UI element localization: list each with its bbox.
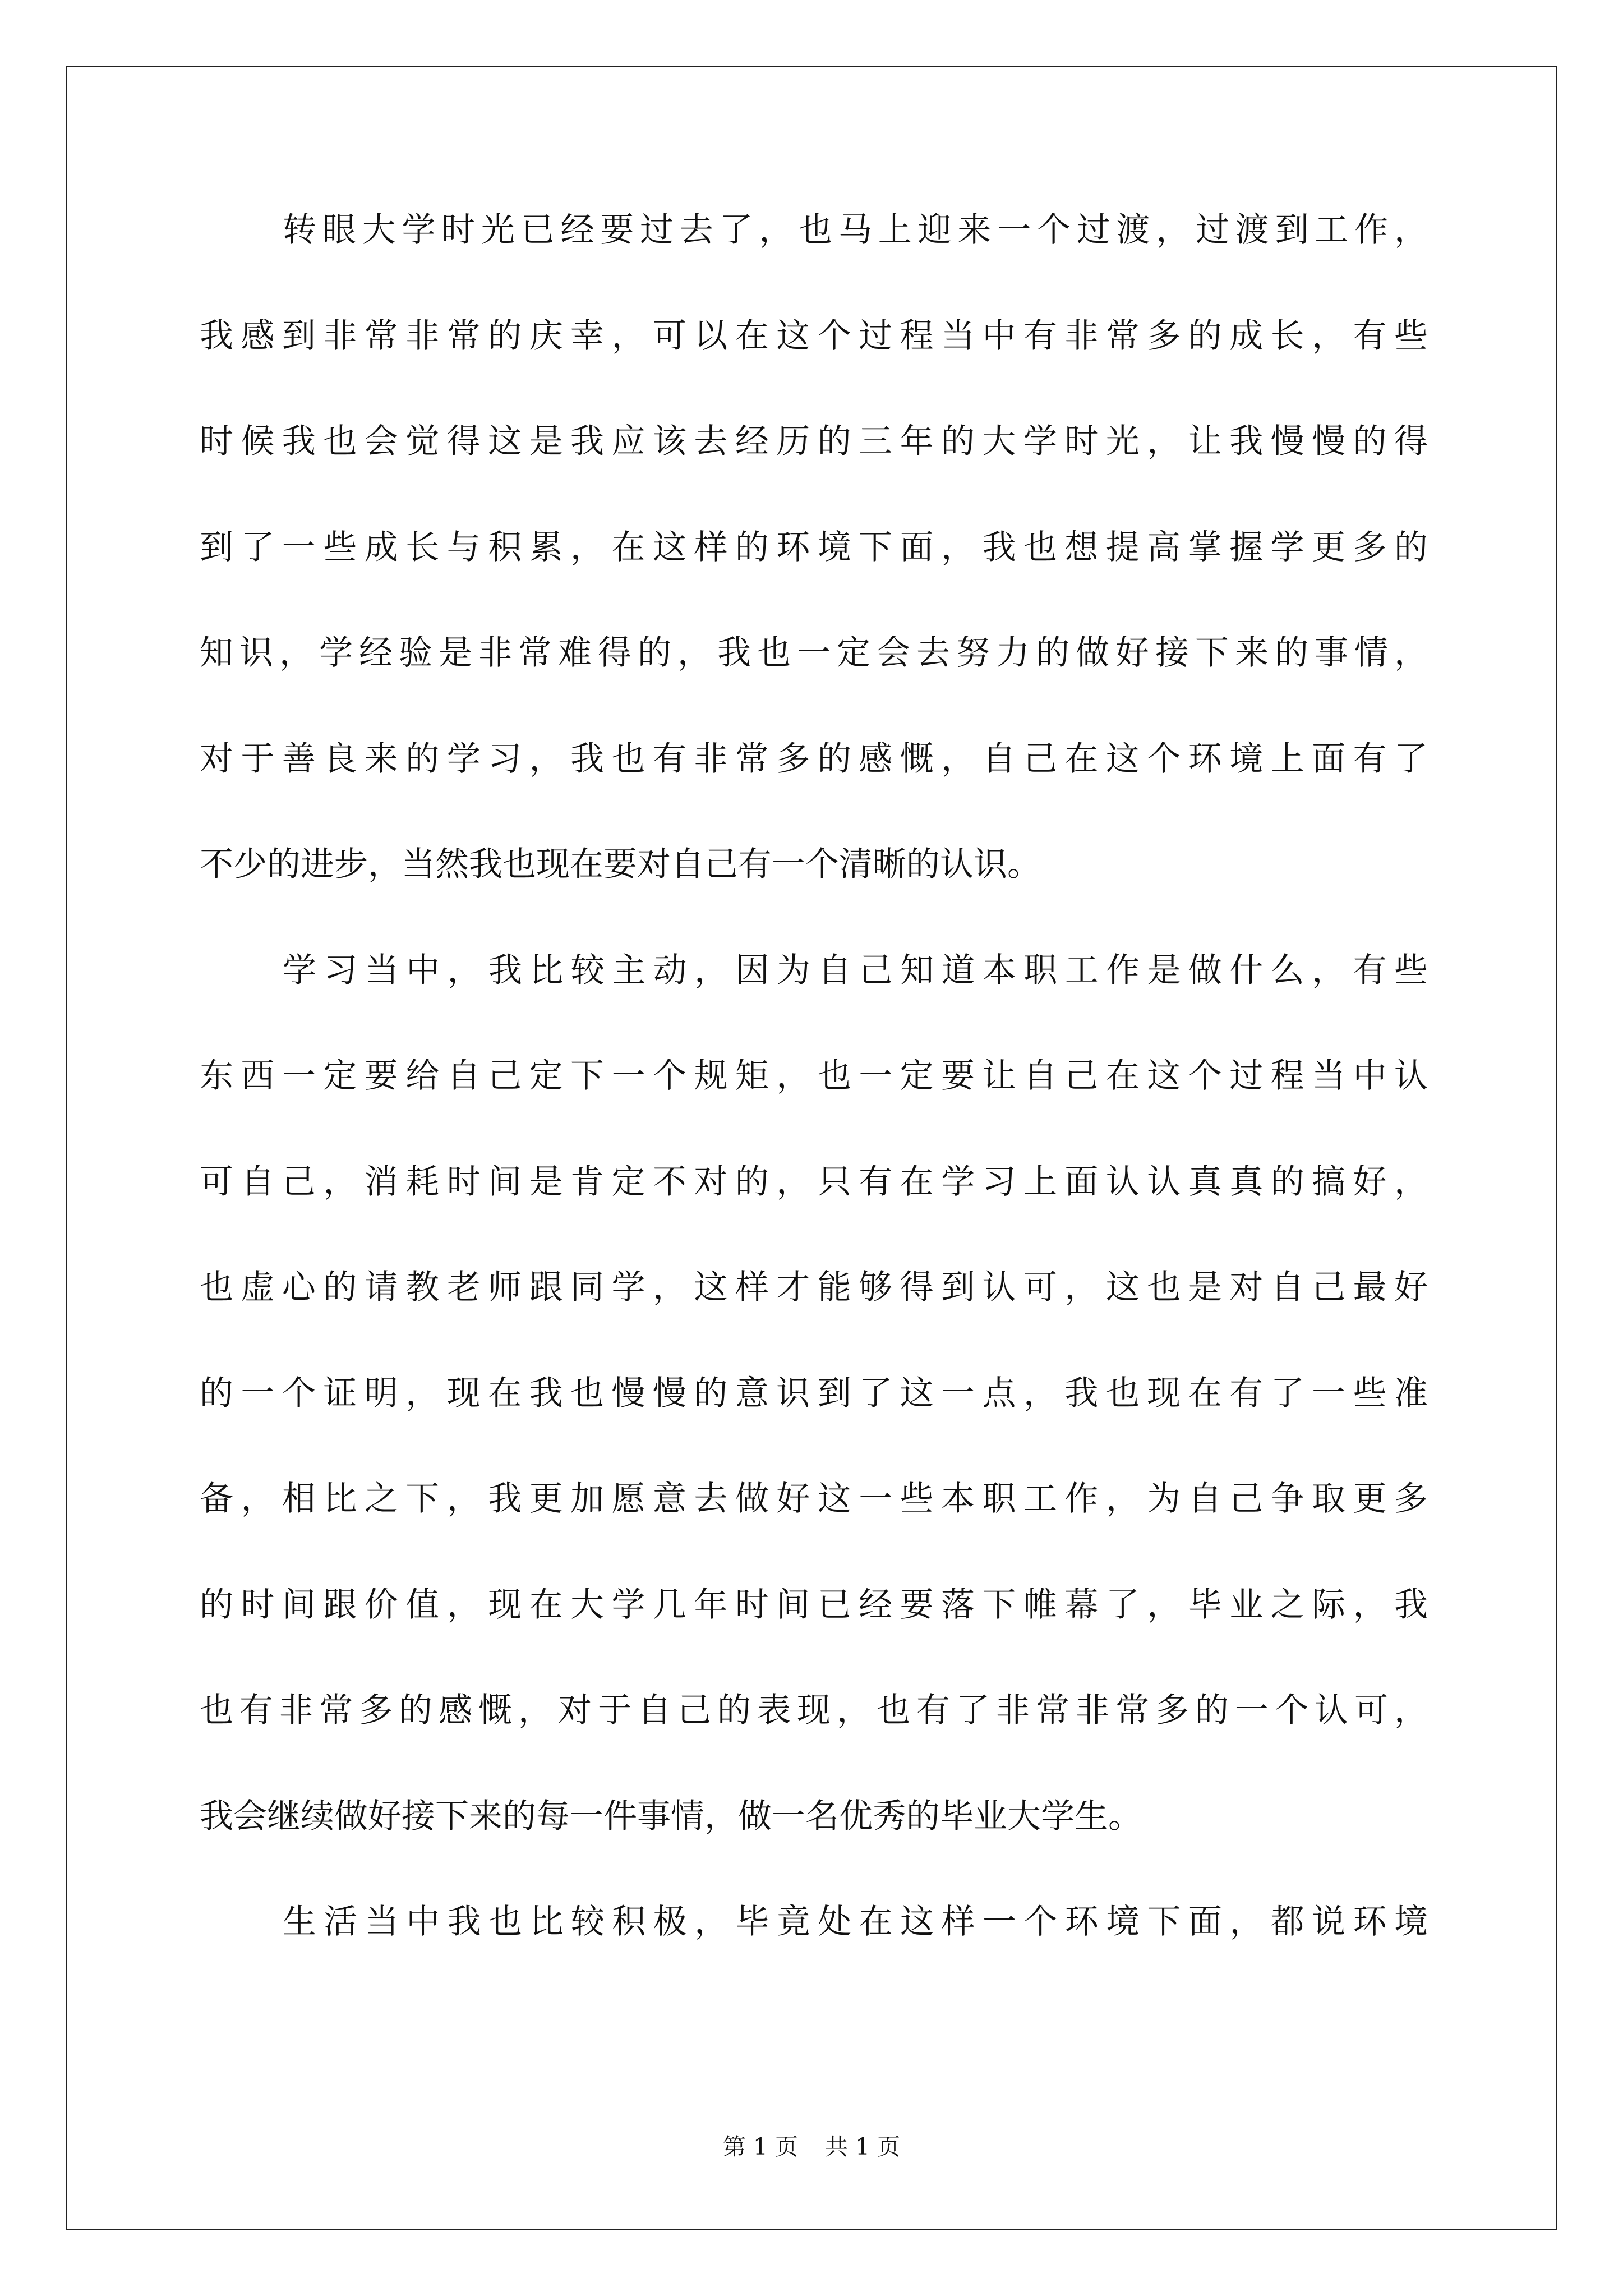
text-line: 时候我也会觉得这是我应该去经历的三年的大学时光，让我慢慢的得 [200, 422, 1428, 461]
text-line: 学习当中，我比较主动，因为自己知道本职工作是做什么，有些 [283, 950, 1428, 990]
text-line: 到了一些成长与积累，在这样的环境下面，我也想提高掌握学更多的 [200, 527, 1428, 567]
text-line: 可自己，消耗时间是肯定不对的，只有在学习上面认认真真的搞好， [200, 1162, 1428, 1202]
text-line: 我感到非常非常的庆幸，可以在这个过程当中有非常多的成长，有些 [200, 316, 1428, 356]
text-line: 生活当中我也比较积极，毕竟处在这样一个环境下面，都说环境 [283, 1902, 1428, 1941]
text-line: 的时间跟价值，现在大学几年时间已经要落下帷幕了，毕业之际，我 [200, 1585, 1428, 1625]
text-line: 不少的进步，当然我也现在要对自己有一个清晰的认识。 [200, 845, 1041, 884]
text-line: 对于善良来的学习，我也有非常多的感慨，自己在这个环境上面有了 [200, 739, 1428, 779]
text-line: 也虚心的请教老师跟同学，这样才能够得到认可，这也是对自己最好 [200, 1268, 1428, 1307]
page-footer [0, 2133, 1623, 2161]
document-body [200, 210, 1428, 2011]
text-line: 我会继续做好接下来的每一件事情，做一名优秀的毕业大学生。 [200, 1796, 1142, 1836]
text-line: 备，相比之下，我更加愿意去做好这一些本职工作，为自己争取更多 [200, 1479, 1428, 1519]
text-line: 的一个证明，现在我也慢慢的意识到了这一点，我也现在有了一些准 [200, 1373, 1428, 1413]
total-pages: 共 1 页 [825, 2133, 901, 2160]
text-line: 知识，学经验是非常难得的，我也一定会去努力的做好接下来的事情， [200, 633, 1428, 673]
text-line: 东西一定要给自己定下一个规矩，也一定要让自己在这个过程当中认 [200, 1056, 1428, 1096]
text-line: 转眼大学时光已经要过去了，也马上迎来一个过渡，过渡到工作， [283, 210, 1428, 250]
text-line: 也有非常多的感慨，对于自己的表现，也有了非常非常多的一个认可， [200, 1691, 1428, 1730]
page-number: 第 1 页 [722, 2133, 798, 2160]
